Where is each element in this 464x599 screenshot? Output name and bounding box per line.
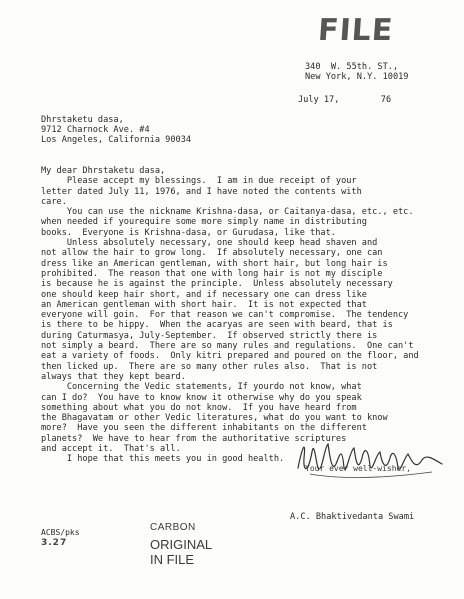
letter-body-line: Concerning the Vedic statements, If yourdo not know, what	[41, 382, 362, 393]
recipient-city: Los Angeles, California 90034	[41, 135, 192, 145]
letter-body-line: during Caturmasya, July-September. If observed strictly there is	[41, 330, 378, 341]
letter-body-line: is because he is against the principle. Unless absolutely necessary	[41, 279, 393, 290]
typist-initials: ACBS/pks	[41, 528, 80, 537]
letter-body-line: one should keep hair short, and if necessary one can dress like	[41, 289, 367, 300]
letter-body-line: Unless absolutely necessary, one should keep head shaven and	[41, 238, 378, 249]
letter-body	[41, 166, 461, 465]
letter-body-line: is there to be hippy. When the acaryas are seen with beard, that is	[41, 320, 393, 331]
letter-body-line: letter dated July 11, 1976, and I have noted the contents with	[41, 186, 362, 197]
recipient-name: Dhrstaketu dasa,	[41, 115, 124, 125]
letter-body-line: more? Have you seen the different inhabitants on the different	[41, 423, 367, 434]
carbon-stamp-line1: CARBON	[150, 522, 196, 533]
letter-body-line: an American gentleman with short hair. It is not expected that	[41, 299, 367, 310]
sender-address-line1: 340 W. 55th. ST.,	[305, 62, 399, 72]
letter-body-line: not allow the hair to grow long. If absolutely necessary, one can	[41, 248, 383, 259]
letter-body-line: then licked up. There are so many other rules also. That is not	[41, 361, 378, 372]
letter-body-line: prohibited. The reason that one with long hair is not my disciple	[41, 268, 383, 279]
letter-body-line: everyone will goin. For that reason we can't compromise. The tendency	[41, 310, 409, 321]
carbon-stamp	[150, 522, 212, 567]
letter-body-line: books. Everyone is Krishna-dasa, or Gurudasa, like that.	[41, 227, 336, 238]
signer-name: A.C. Bhaktivedanta Swami	[290, 512, 415, 522]
letter-body-line: planets? We have to hear from the authoritative scriptures	[41, 433, 347, 444]
letter-body-line: eat a variety of foods. Only kitri prepared and poured on the floor, and	[41, 351, 419, 362]
letter-body-line: dress like an American gentleman, with short hair, but long hair is	[41, 258, 388, 269]
letter-body-line: always that they kept beard.	[41, 371, 186, 382]
carbon-stamp-line3: IN FILE	[150, 552, 195, 567]
initials-stamp: 3.27	[41, 538, 68, 548]
letter-body-line: Please accept my blessings. I am in due receipt of your	[41, 176, 357, 187]
closing-salutation: Your ever well-wisher,	[305, 464, 411, 473]
letter-body-line: not simply a beard. There are so many rules and regulations. One can't	[41, 341, 414, 352]
sender-address-line2: New York, N.Y. 10019	[305, 72, 409, 82]
letter-body-line: can I do? You have to know know it otherwise why do you speak	[41, 392, 362, 403]
letter-body-line: the Bhagavatam or other Vedic literatures, what do you want to know	[41, 413, 388, 424]
letter-body-line: care.	[41, 196, 67, 207]
letter-body-line: My dear Dhrstaketu dasa,	[41, 166, 166, 176]
letter-body-line: when needed if yourequire some more simply name in distributing	[41, 217, 367, 228]
carbon-stamp-line2: ORIGINAL	[150, 537, 213, 552]
letter-body-line: and accept it. That's all.	[41, 444, 181, 455]
file-stamp: FILE	[316, 13, 395, 48]
recipient-street: 9712 Charnock Ave. #4	[41, 125, 150, 135]
handwritten-signature	[292, 428, 452, 486]
letter-body-line: You can use the nickname Krishna-dasa, or Caitanya-dasa, etc., etc.	[41, 207, 414, 218]
letter-body-line: something about what you do not know. If you have heard from	[41, 402, 357, 413]
letter-date: July 17, 76	[298, 95, 392, 105]
letter-body-line: I hope that this meets you in good health.	[41, 454, 285, 465]
